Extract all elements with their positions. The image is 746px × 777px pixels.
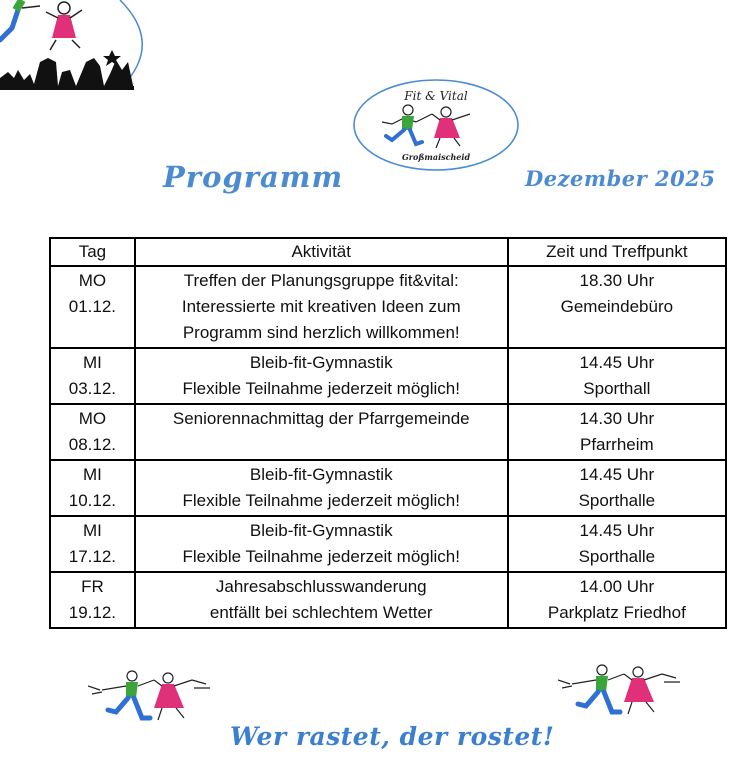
activity-line: Bleib-fit-Gymnastik <box>249 465 393 484</box>
day-cell <box>50 348 135 404</box>
time-place-cell <box>508 404 726 460</box>
time: 18.30 Uhr <box>579 271 655 290</box>
fit-vital-logo <box>352 78 520 172</box>
program-table <box>49 237 727 629</box>
activity-line: Treffen der Planungsgruppe fit&vital: <box>183 271 459 290</box>
date: 03.12. <box>68 379 117 398</box>
table-row <box>50 516 726 572</box>
time: 14.45 Uhr <box>579 521 655 540</box>
activity-line: entfällt bei schlechtem Wetter <box>209 603 433 622</box>
weekday: FR <box>81 577 104 596</box>
slogan: Wer rastet, der rostet! <box>230 722 555 751</box>
activity-line: Flexible Teilnahme jederzeit möglich! <box>182 547 460 566</box>
activity-cell <box>135 572 508 628</box>
place: Sporthalle <box>578 547 656 566</box>
place: Sporthall <box>583 379 651 398</box>
logo-bottom-text: Großmaischeid <box>401 152 471 162</box>
time-place-cell <box>508 348 726 404</box>
time-place-cell <box>508 460 726 516</box>
activity-cell <box>135 516 508 572</box>
weekday: MI <box>82 521 102 540</box>
activity-line: Seniorennachmittag der Pfarrgemeinde <box>172 409 470 428</box>
activity-line: Bleib-fit-Gymnastik <box>249 353 393 372</box>
time: 14.30 Uhr <box>579 409 655 428</box>
day-cell <box>50 404 135 460</box>
place: Parkplatz Friedhof <box>547 603 686 622</box>
table-row <box>50 404 726 460</box>
header-day: Tag <box>50 238 135 266</box>
place: Sporthalle <box>578 491 656 510</box>
day-cell <box>50 572 135 628</box>
activity-cell <box>135 404 508 460</box>
logo-top-text: Fit & Vital <box>404 89 468 103</box>
activity-cell <box>135 460 508 516</box>
day-cell <box>50 266 135 348</box>
program-heading: Programm <box>163 160 344 194</box>
dancing-couple-icon <box>558 662 688 722</box>
activity-line: Jahresabschlusswanderung <box>215 577 427 596</box>
date: 17.12. <box>68 547 117 566</box>
dancing-couple-icon <box>88 668 218 728</box>
time: 14.45 Uhr <box>579 353 655 372</box>
weekday: MO <box>78 271 107 290</box>
header-activity: Aktivität <box>135 238 508 266</box>
activity-line: Interessierte mit kreativen Ideen zum <box>181 297 461 316</box>
table-row <box>50 460 726 516</box>
weekday: MI <box>82 353 102 372</box>
time-place-cell <box>508 516 726 572</box>
table-row <box>50 266 726 348</box>
activity-cell <box>135 266 508 348</box>
month-heading: Dezember 2025 <box>525 166 716 191</box>
place: Pfarrheim <box>580 435 654 454</box>
day-cell <box>50 516 135 572</box>
activity-line: Flexible Teilnahme jederzeit möglich! <box>182 491 460 510</box>
time: 14.45 Uhr <box>579 465 655 484</box>
time-place-cell <box>508 266 726 348</box>
place: Gemeindebüro <box>560 297 674 316</box>
table-header-row <box>50 238 726 266</box>
date: 19.12. <box>68 603 117 622</box>
activity-line: Flexible Teilnahme jederzeit möglich! <box>182 379 460 398</box>
day-cell <box>50 460 135 516</box>
activity-line: Programm sind herzlich willkommen! <box>182 323 460 342</box>
time: 14.00 Uhr <box>579 577 655 596</box>
header-time-place: Zeit und Treffpunkt <box>508 238 726 266</box>
nativity-corner-icon <box>0 0 160 95</box>
time-place-cell <box>508 572 726 628</box>
activity-cell <box>135 348 508 404</box>
date: 10.12. <box>68 491 117 510</box>
weekday: MI <box>82 465 102 484</box>
date: 08.12. <box>68 435 117 454</box>
table-row <box>50 572 726 628</box>
table-row <box>50 348 726 404</box>
activity-line: Bleib-fit-Gymnastik <box>249 521 393 540</box>
date: 01.12. <box>68 297 117 316</box>
weekday: MO <box>78 409 107 428</box>
